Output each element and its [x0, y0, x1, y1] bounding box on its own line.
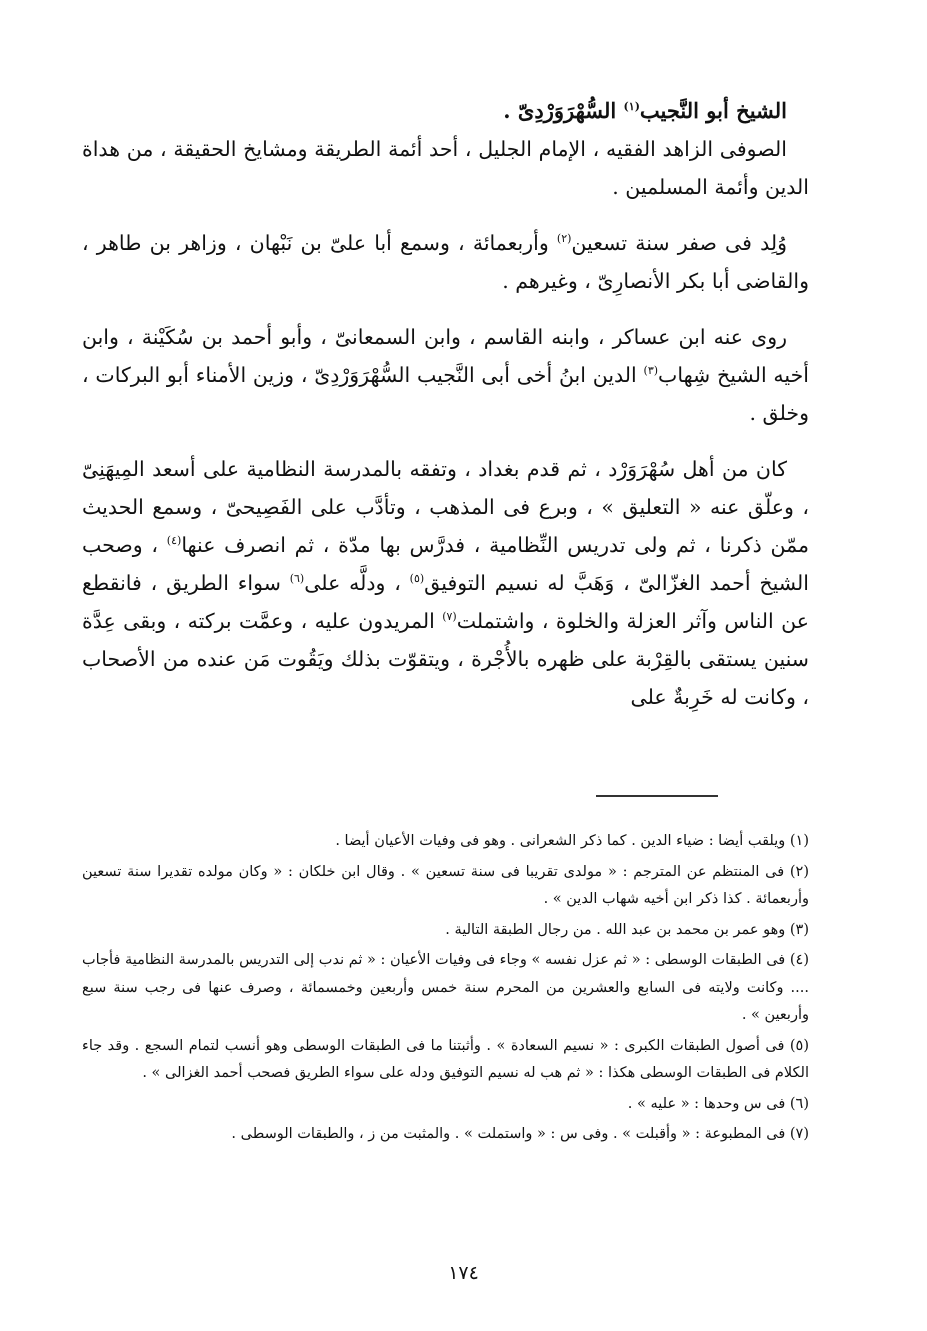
entry-title — [82, 92, 809, 130]
footnote-5: (٥) فى أصول الطبقات الكبرى : « نسيم السعادة » . وأثبتنا ما فى الطبقات الوسطى وهو أنسب لتمام السجع . وقد جاء الكلام فى الطبقات الوسطى هكذا : « ثم هب له نسيم التوفيق ودله على سواء الطريق فصحب أحمد الغزالى » . — [82, 1037, 809, 1081]
paragraph-4-text-d: سواء الطريق ، فانقطع عن الناس وآثر العزلة والخلوة ، واشتملت — [82, 571, 809, 633]
paragraph-3-text-a: روى عنه ابن عساكر ، وابنه القاسم ، وابن السمعانىّ ، وأبو أحمد بن سُكَيْنة ، وابن أخيه الشيخ شِهاب — [82, 325, 809, 387]
footnote-7: (٧) فى المطبوعة : « وأقبلت » . وفى س : « واستملت » . والمثبت من ز ، والطبقات الوسطى . — [231, 1126, 809, 1142]
footnote-2: (٢) فى المنتظم عن المترجم : « مولدى تقريبا فى سنة تسعين » . وقال ابن خلكان : « وكان مولده تقديرا سنة تسعين وأربعمائة . كذا ذكر ابن أخيه شهاب الدين » . — [82, 863, 809, 907]
footnote-ref-3[interactable]: (٣) — [643, 364, 659, 378]
paragraph-4-text-c: ، ودلَّه على — [304, 571, 410, 595]
footnote-ref-7[interactable]: (٧) — [442, 610, 457, 624]
page-number: ١٧٤ — [448, 1262, 479, 1284]
paragraph-2-text-b: وأربعمائة ، وسمع أبا علىّ بن نَبْهان ، وزاهر بن طاهر ، والقاضى أبا بكر الأنصارِىّ ، وغيرهم . — [82, 231, 809, 293]
footnote-ref-6[interactable]: (٦) — [289, 572, 305, 586]
footnote-4: (٤) فى الطبقات الوسطى : « ثم عزل نفسه » وجاء فى وفيات الأعيان : « ثم ندب إلى التدريس بالمدرسة النظامية فأجاب .... وكانت ولايته فى السابع والعشرين من المحرم سنة خمس وأربعين وخمسمائة ، وصرف عنها فى رجب سنة سبع وأربعين » . — [82, 952, 809, 1023]
footnote-ref-4[interactable]: (٤) — [166, 534, 182, 548]
paragraph-description — [82, 130, 809, 206]
footnote-ref-5[interactable]: (٥) — [409, 572, 425, 586]
paragraph-1-text: الصوفى الزاهد الفقيه ، الإمام الجليل ، أحد أئمة الطريقة ومشايخ الحقيقة ، من هداة الدين وأئمة المسلمين . — [82, 137, 809, 199]
footnote-divider — [596, 795, 718, 797]
paragraph-biography — [82, 450, 809, 716]
paragraph-3-text-b: الدين ابنُ أخى أبى النَّجيب السُّهْرَوَرْدِىّ ، وزين الأمناء أبو البركات ، وخلق . — [82, 363, 809, 425]
paragraph-2-text-a: وُلِد فى صفر سنة تسعين — [571, 231, 787, 255]
paragraph-birth — [82, 224, 809, 300]
footnote-1: (١) ويلقب أيضا : ضياء الدين . كما ذكر الشعرانى . وهو فى وفيات الأعيان أيضا . — [335, 833, 809, 849]
footnotes — [82, 828, 809, 1152]
title-name: الشيخ أبو النَّجيب — [639, 98, 787, 123]
paragraph-4-text-e: المريدون عليه ، وعمَّت بركته ، وبقى عِدَّة سنين يستقى بالقِرْبة على ظهره بالأُجْرة ، ويتقوّت بذلك ويَقُوت مَن عنده من الأصحاب ، وكانت له خَرِبةٌ على — [82, 609, 809, 709]
footnote-ref-1[interactable]: (١) — [623, 100, 640, 113]
paragraph-4-text-b: ، وصحب الشيخ أحمد الغزّالىّ ، وَهَبَّ له نسيم التوفيق — [82, 533, 809, 595]
footnote-3: (٣) وهو عمر بن محمد بن عبد الله . من رجال الطبقة التالية . — [445, 921, 809, 938]
main-text — [82, 92, 809, 716]
footnote-6: (٦) فى س وحدها : « عليه » . — [627, 1095, 809, 1112]
paragraph-students — [82, 318, 809, 432]
paragraph-4-text-a: كان من أهل سُهْرَوَرْد ، ثم قدم بغداد ، وتفقه بالمدرسة النظامية على أسعد المِيهَنِىّ ، وعلّق عنه « التعليق » ، وبرع فى المذهب ، وتأدَّب على الفَصِيحىّ ، وسمع الحديث ممّن ذكرنا ، ثم ولى تدريس النِّظامية ، فدرَّس بها مدّة ، ثم انصرف عنها — [82, 457, 809, 557]
title-nisba: السُّهْرَوَرْدِىّ . — [503, 98, 624, 123]
footnote-ref-2[interactable]: (٢) — [556, 232, 572, 246]
